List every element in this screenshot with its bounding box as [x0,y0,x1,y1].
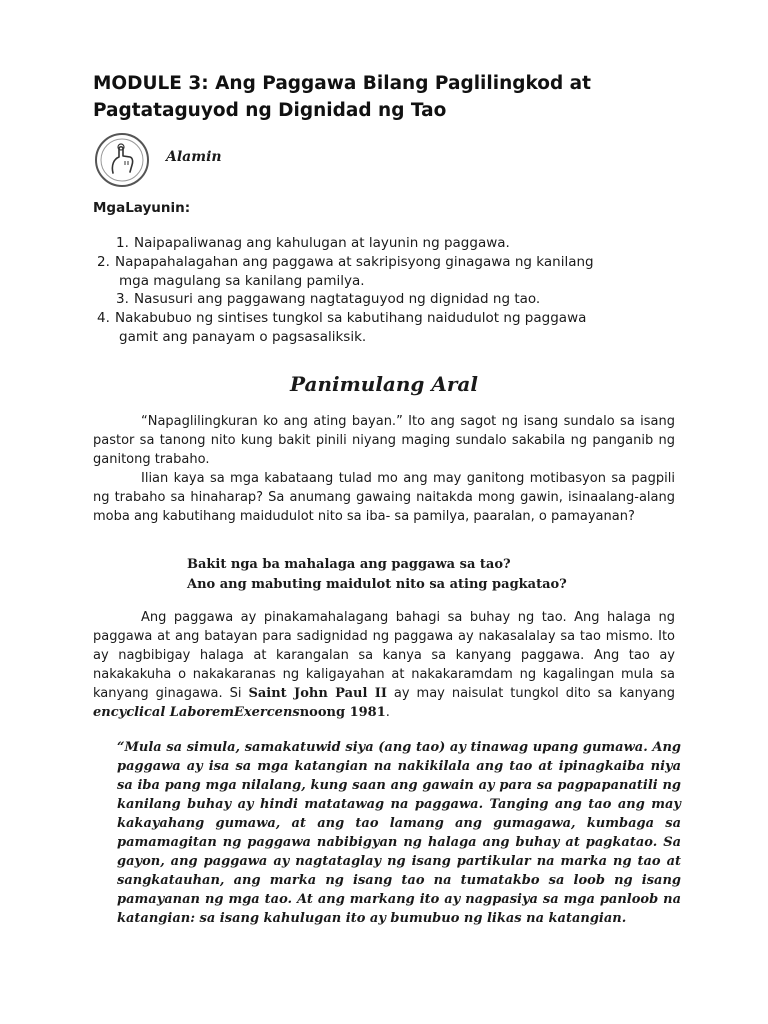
alamin-section-header [95,133,395,189]
objective-item: 3. Nasusuri ang paggawang nagtataguyod ng dignidad ng tao. [116,291,541,307]
objective-item: 2. Napapahalagahan ang paggawa at sakripisyong ginagawa ng kanilang mga magulang sa kanilang pamilya. [97,254,594,289]
question: Ano ang mabuting maidulot nito sa ating pagkatao? [187,576,567,592]
intro-paragraph-2: Ilian kaya sa mga kabataang tulad mo ang may ganitong motibasyon sa pagpili ng trabaho sa hinaharap? Sa anumang gawaing naitakda mong gawin, isinaalang-alang moba ang kabutihang maidudulot nito sa iba- sa pamilya, paaralan, o pamayanan? [93,471,675,524]
encyclical-title: encyclical LaboremExercens [93,705,300,720]
module-title: MODULE 3: Ang Paggawa Bilang Paglilingkod at Pagtataguyod ng Dignidad ng Tao [93,73,592,121]
guide-questions [187,555,567,594]
question: Bakit nga ba mahalaga ang paggawa sa tao? [187,557,511,572]
body-paragraph: Ang paggawa ay pinakamahalagang bahagi sa buhay ng tao. Ang halaga ng paggawa at ang batayan para sadignidad ng paggawa ay nakasalalay sa tao mismo. Ito ay nagbibigay halaga at karangalan sa kanya sa kanyang paggawa. Ang tao ay nakakakuha o nakakaranas ng kaligayahan at nakakaramdam ng kagalingan mula sa kanyang ginagawa. Si Saint John Paul II ay may naisulat tungkol dito sa kanyang encyclical LaboremExercensnoong 1981. [93,610,676,720]
alamin-label: Alamin [166,149,222,165]
pointing-hand-icon [95,133,149,187]
objective-item: 4. Nakabubuo ng sintises tungkol sa kabutihang naidudulot ng paggawa gamit ang panayam o pagsasaliksik. [97,310,587,345]
intro-paragraph-1: “Napaglilingkuran ko ang ating bayan.” Ito ang sagot ng isang sundalo sa isang pastor sa tanong nito kung bakit pinili niyang maging sundalo sakabila ng panganib ng ganitong trabaho. [93,414,675,467]
layunin-heading: MgaLayunin: [93,200,191,216]
encyclical-quote: “Mula sa simula, samakatuwid siya (ang tao) ay tinawag upang gumawa. Ang paggawa ay isa sa mga katangian na nakikilala ang tao at ipinagkaiba niya sa iba pang mga nilalang, kung saan ang gawain ay para sa pagpapanatili ng kanilang buhay ay hindi matatawag na paggawa. Tanging ang tao ang may kakayahang gumawa, at ang tao lamang ang gumagawa, kumbaga sa pamamagitan ng paggawa nabibigyan ng halaga ang buhay at pagkatao. Sa gayon, ang paggawa ay nagtataglay ng isang partikular na marka ng tao at sangkatauhan, ang marka ng isang tao na tumatakbo sa loob ng isang pamayanan ng mga tao. At ang markang ito ay nagpasiya sa mga panloob na katangian: sa isang kahulugan ito ay bumubuo ng likas na katangian. [117,740,681,926]
person-name: Saint John Paul II [248,686,387,701]
objective-item: 1. Naipapaliwanag ang kahulugan at layunin ng paggawa. [116,235,510,251]
section-title: Panimulang Aral [290,372,478,396]
